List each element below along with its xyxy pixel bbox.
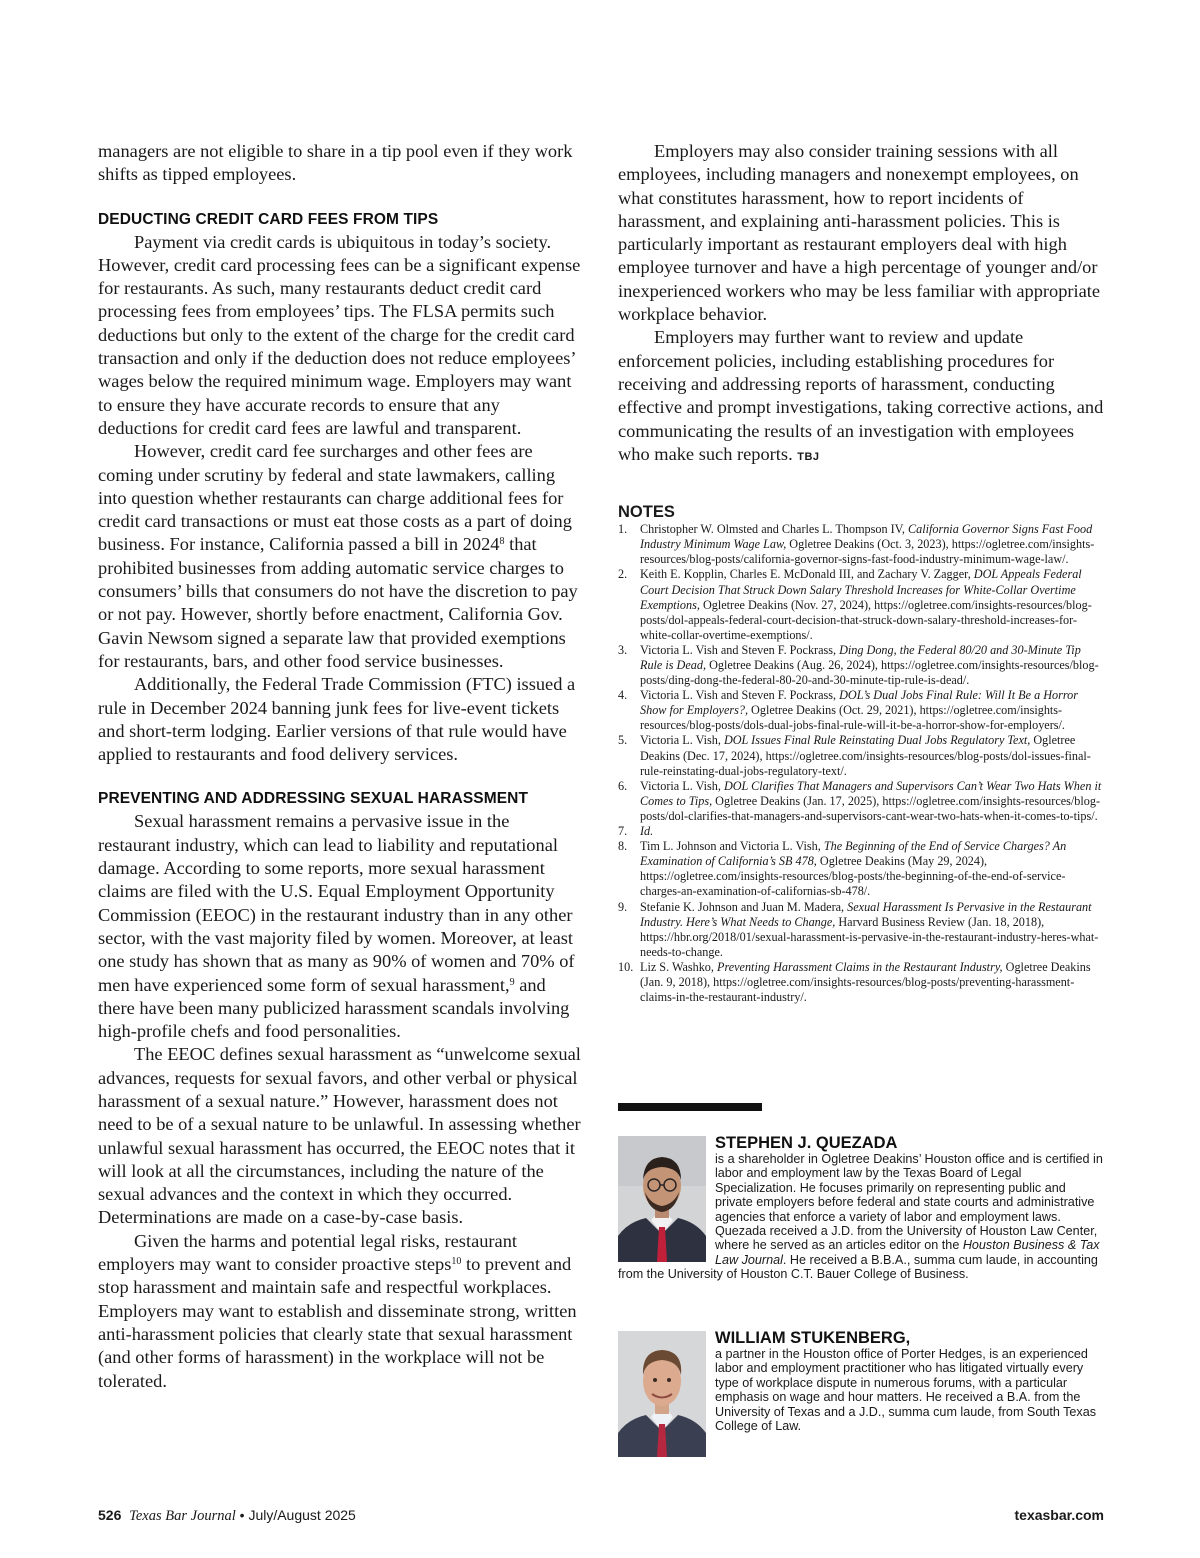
note-item (618, 643, 1104, 688)
note-title: California Governor Signs Fast Food Industry Minimum Wage Law, (640, 522, 1093, 552)
note-title: DOL Appeals Federal Court Decision That Struck Down Salary Threshold Increases for White-Collar Overtime Exemptions, (640, 567, 1082, 612)
footnote-ref-8: 8 (499, 536, 505, 548)
author-photo-quezada (618, 1136, 706, 1262)
journal-title: Houston Business & Tax Law Journal (715, 1238, 1100, 1267)
paragraph (98, 1230, 582, 1393)
note-number: 9. (618, 899, 628, 914)
note-item (618, 733, 1104, 778)
paragraph (98, 810, 582, 1043)
note-number: 6. (618, 778, 628, 793)
note-title: Preventing Harassment Claims in the Restaurant Industry, (717, 959, 1003, 974)
note-author: Victoria L. Vish, (640, 733, 724, 748)
footnote-ref-9: 9 (509, 976, 515, 988)
note-number: 3. (618, 642, 628, 657)
note-source: Ogletree Deakins (Nov. 27, 2024), https://ogletree.com/insights-resources/blog-posts/dol-appeals-federal-court-decision-that-struck-down-salary-threshold-increases-for-white-collar-overtime-exemptions/. (640, 597, 1092, 642)
paragraph-text: that prohibited businesses from adding automatic service charges to consumers’ bills that consumers do not have the discretion to pay or not pay. However, shortly before enactment, California Gov. Gavin Newsom signed a separate law that provided exemptions for restaurants, bars, and other food service businesses. (98, 534, 578, 671)
website-link[interactable]: texasbar.com (1014, 1507, 1104, 1523)
paragraph-text: Sexual harassment remains a pervasive issue in the restaurant industry, which can lead to liability and reputational damage. According to some reports, more sexual harassment claims are filed with the U.S. Equal Employment Opportunity Commission (EEOC) in the restaurant industry than in any other sector, with the vast majority filed by women. Moreover, at least one study has shown that as many as 90% of women and 70% of men have experienced some form of sexual harassment, (98, 811, 575, 995)
paragraph-text: Employers may further want to review and update enforcement policies, including establishing procedures for receiving and addressing reports of harassment, conducting effective and prompt investigations, taking corrective actions, and communicating the results of an investigation with employees who make such reports. (618, 327, 1104, 464)
note-number: 8. (618, 839, 628, 854)
author-bio-stukenberg (618, 1329, 1104, 1459)
author-bio-text: a partner in the Houston office of Porter Hedges, is an experienced labor and employment practitioner who has litigated virtually every type of workplace dispute in numerous forums, with a particular emphasis on wage and hour matters. He received a B.A. from the University of Texas and a J.D., summa cum laude, from South Texas College of Law. (715, 1347, 1097, 1434)
note-title: Ding Dong, the Federal 80/20 and 30-Minute Tip Rule is Dead, (640, 642, 1081, 672)
note-source: Ogletree Deakins (Jan. 9, 2018), https://ogletree.com/insights-resources/blog-posts/preventing-harassment-claims-in-the-restaurant-industry/. (640, 959, 1091, 1005)
author-photo-stukenberg (618, 1331, 706, 1457)
journal-name: Texas Bar Journal (129, 1508, 236, 1524)
note-source: Ogletree Deakins (May 29, 2024), https://ogletree.com/insights-resources/blog-posts/the-beginning-of-the-end-of-service-charges-an-examination-of-californias-sb-478/. (640, 854, 1066, 899)
footnote-ref-10: 10 (451, 1256, 462, 1268)
author-name: WILLIAM STUKENBERG, (715, 1329, 911, 1347)
paragraph-text: However, credit card fee surcharges and other fees are coming under scrutiny by federal and state lawmakers, calling into question whether restaurants can charge additional fees for credit card transactions or must eat those costs as a part of doing business. For instance, California passed a bill in 2024 (98, 441, 572, 555)
paragraph-text: and there have been many publicized harassment scandals involving high-profile chefs and food personalities. (98, 974, 570, 1042)
note-number: 1. (618, 522, 628, 537)
note-author: Liz S. Washko, (640, 959, 717, 974)
notes-heading: NOTES (618, 503, 675, 522)
note-number: 5. (618, 733, 628, 748)
note-item (618, 900, 1104, 960)
paragraph-text: Given the harms and potential legal risks, restaurant employers may want to consider proactive steps (98, 1230, 518, 1275)
section-heading-sexual-harassment: PREVENTING AND ADDRESSING SEXUAL HARASSMENT (98, 790, 529, 808)
right-column (618, 140, 1104, 1005)
note-number: 10. (618, 959, 634, 974)
paragraph: Payment via credit cards is ubiquitous in today’s society. However, credit card processing fees can be a significant expense for restaurants. As such, many restaurants deduct credit card processing fees from employees’ tips. The FLSA permits such deductions but only to the extent of the charge for the credit card transaction and only if the deduction does not reduce employees’ wages below the required minimum wage. Employers may want to ensure they have accurate records to ensure that any deductions for credit card fees are lawful and transparent. (98, 231, 581, 438)
section-divider (618, 1103, 762, 1111)
left-column (98, 140, 582, 1393)
note-source: Ogletree Deakins (Dec. 17, 2024), https://ogletree.com/insights-resources/blog-posts/dol-issues-final-rule-reinstating-dual-jobs-regulatory-text/. (640, 733, 1091, 778)
paragraph: Additionally, the Federal Trade Commission (FTC) issued a rule in December 2024 banning junk fees for live-event tickets and short-term lodging. Earlier versions of that rule would have applied to restaurants and food delivery services. (98, 674, 576, 765)
paragraph-text: to prevent and stop harassment and maintain safe and respectful workplaces. Employers may want to establish and disseminate strong, written anti-harassment policies that clearly state that sexual harassment (and other forms of harassment) in the workplace will not be tolerated. (98, 1254, 577, 1391)
note-item (618, 824, 1104, 839)
author-name: STEPHEN J. QUEZADA (715, 1134, 898, 1152)
author-bio-quezada (618, 1134, 1104, 1282)
issue-date: July/August 2025 (248, 1507, 356, 1523)
note-author: Keith E. Kopplin, Charles E. McDonald III, and Zachary V. Zagger, (640, 567, 974, 582)
note-source: Ogletree Deakins (Aug. 26, 2024), https://ogletree.com/insights-resources/blog-posts/ding-dong-the-federal-80-20-and-30-minute-tip-rule-is-dead/. (640, 658, 1099, 688)
note-title: Id. (640, 824, 654, 839)
note-title: DOL’s Dual Jobs Final Rule: Will It Be a Horror Show for Employers?, (640, 688, 1078, 718)
section-heading-credit-card-fees: DEDUCTING CREDIT CARD FEES FROM TIPS (98, 210, 439, 228)
note-author: Stefanie K. Johnson and Juan M. Madera, (640, 899, 848, 914)
note-title: DOL Issues Final Rule Reinstating Dual Jobs Regulatory Text, (723, 733, 1031, 748)
note-author: Victoria L. Vish and Steven F. Pockrass, (640, 688, 840, 703)
note-source: Ogletree Deakins (Oct. 3, 2023), https://ogletree.com/insights-resources/blog-posts/california-governor-signs-fast-food-industry-minimum-wage-law/. (640, 537, 1095, 567)
note-author: Victoria L. Vish, (640, 778, 724, 793)
footer-bullet: • (239, 1507, 245, 1523)
note-author: Christopher W. Olmsted and Charles L. Thompson IV, (640, 522, 908, 537)
paragraph: The EEOC defines sexual harassment as “unwelcome sexual advances, requests for sexual favors, and other verbal or physical harassment of a sexual nature.” However, harassment does not need to be of a sexual nature to be unlawful. In assessing whether unlawful sexual harassment has occurred, the EEOC notes that it will look at all the circumstances, including the nature of the sexual advances and the context in which they occurred. Determinations are made on a case-by-case basis. (98, 1044, 581, 1228)
note-item (618, 522, 1104, 567)
page-footer (98, 1507, 1104, 1527)
note-item (618, 960, 1104, 1005)
note-author: Victoria L. Vish and Steven F. Pockrass, (640, 642, 840, 657)
note-item (618, 688, 1104, 733)
note-source: Ogletree Deakins (Jan. 17, 2025), https://ogletree.com/insights-resources/blog-posts/dol-clarifies-that-managers-and-supervisors-cant-wear-two-hats-when-it-comes-to-tips/. (640, 793, 1101, 823)
note-title: Sexual Harassment Is Pervasive in the Restaurant Industry. Here’s What Needs to Change, (640, 899, 1092, 929)
note-title: The Beginning of the End of Service Charges? An Examination of California’s SB 478, (640, 839, 1067, 869)
note-number: 7. (618, 824, 628, 839)
paragraph (618, 326, 1104, 469)
note-source: Ogletree Deakins (Oct. 29, 2021), https://ogletree.com/insights-resources/blog-posts/dols-dual-jobs-final-rule-will-it-be-a-horror-show-for-employers/. (640, 703, 1065, 733)
author-bio-text: . He received a B.B.A., summa cum laude, in accounting from the University of Houston C.T. Bauer College of Business. (618, 1252, 1098, 1282)
note-source: Harvard Business Review (Jan. 18, 2018), https://hbr.org/2018/01/sexual-harassment-is-pervasive-in-the-restaurant-industry-heres-what-needs-to-change. (640, 914, 1099, 959)
author-bio-text: is a shareholder in Ogletree Deakins’ Houston office and is certified in labor and employment law by the Texas Board of Legal Specialization. He focuses primarily on representing public and private employers before federal and state courts and administrative agencies that enforce a variety of labor and employment laws. Quezada received a J.D. from the University of Houston Law Center, where he served as an articles editor on the (715, 1152, 1103, 1253)
page-number: 526 (98, 1507, 122, 1523)
notes-list (618, 522, 1104, 1005)
note-title: DOL Clarifies That Managers and Supervisors Can’t Wear Two Hats When it Comes to Tips, (640, 778, 1102, 808)
end-mark: TBJ (797, 450, 820, 463)
note-item (618, 839, 1104, 899)
paragraph (98, 440, 582, 673)
note-number: 4. (618, 688, 628, 703)
note-number: 2. (618, 567, 628, 582)
note-item (618, 779, 1104, 824)
paragraph: Employers may also consider training sessions with all employees, including managers and nonexempt employees, on what constitutes harassment, how to report incidents of harassment, and explaining anti-harassment policies. This is particularly important as restaurant employers deal with high employee turnover and have a high percentage of younger and/or inexperienced workers who may be less familiar with appropriate workplace behavior. (618, 141, 1101, 325)
note-author: Tim L. Johnson and Victoria L. Vish, (640, 839, 824, 854)
note-item (618, 567, 1104, 642)
paragraph: managers are not eligible to share in a tip pool even if they work shifts as tipped employees. (98, 141, 573, 185)
